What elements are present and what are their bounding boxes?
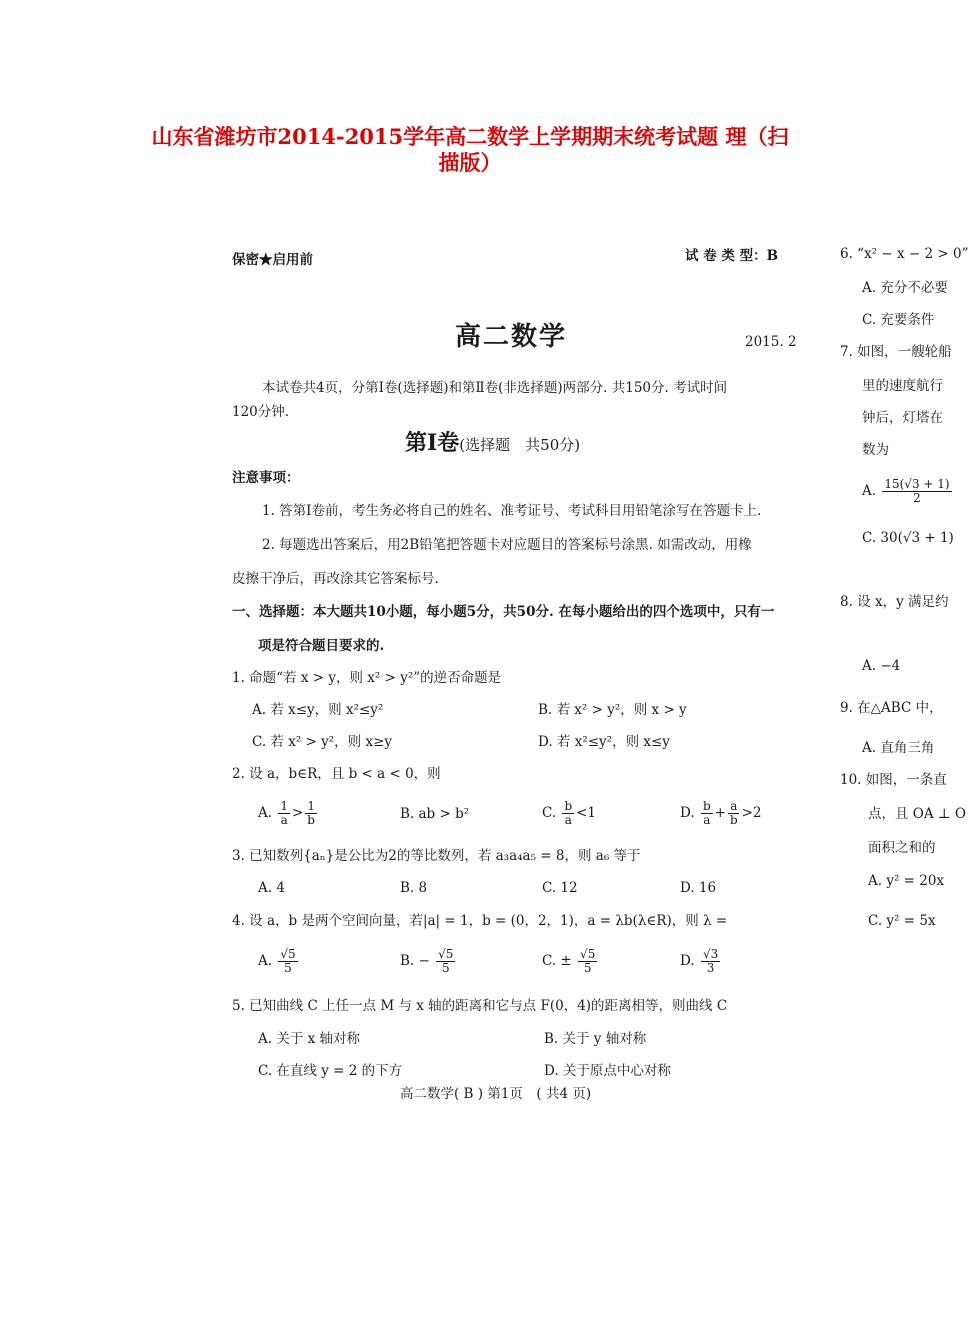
q9-option-a: A. 直角三角 [862,740,935,756]
paper-type-label: 试 卷 类 型：B [685,248,779,264]
q7-a-num: 15(√3 + 1) [884,477,950,491]
q4-b-den: 5 [441,961,450,975]
q2-d-fraction2 [728,800,740,827]
q5-option-a: A. 关于 x 轴对称 [258,1031,361,1047]
q6-option-c: C. 充要条件 [862,312,935,328]
q4-a-fraction [278,948,297,975]
q7-line1: 7. 如图，一艘轮船 [840,344,952,360]
q5-option-b: B. 关于 y 轴对称 [544,1031,647,1047]
document-title-line2: 描版） [438,150,502,175]
q2-d-fraction1 [701,800,713,827]
q2-a-fraction2 [305,800,317,827]
section1-title: 第Ⅰ卷 [405,430,460,456]
q7-a-fraction [882,478,951,505]
section1-subtitle: (选择题 共50分) [459,436,581,454]
q4-b-label: B. − [400,953,430,969]
notes-heading: 注意事项： [232,470,300,486]
q5-stem: 5. 已知曲线 C 上任一点 M 与 x 轴的距离和它与点 F(0，4)的距离相等，则曲线 C [232,998,728,1014]
q7-a-label: A. [862,483,877,499]
q7-option-c: C. 30(√3 + 1) [862,530,954,546]
q6-option-a: A. 充分不必要 [862,280,948,296]
q9-stem: 9. 在△ABC 中， [840,700,943,716]
q4-d-num: √3 [702,947,719,961]
q7-line2: 里的速度航行 [862,378,943,394]
q2-d-num1: b [702,799,711,813]
section1-heading [405,430,580,459]
q2-a-op: > [291,805,304,821]
q6-stem: 6. “x² − x − 2 > 0” [840,246,968,262]
q1-option-b: B. 若 x² > y²，则 x > y [538,702,687,718]
q4-option-a [258,948,300,975]
q10-option-a: A. y² = 20x [868,873,945,889]
q2-option-b: B. ab > b² [400,806,470,822]
q4-a-label: A. [258,953,273,969]
q4-c-label: C. ± [542,953,572,969]
q4-d-label: D. [680,953,695,969]
q4-a-num: √5 [280,947,296,961]
q3-option-a: A. 4 [258,880,285,896]
q3-stem: 3. 已知数列{aₙ}是公比为2的等比数列，若 a₃a₄a₅ = 8，则 a₆ 等于 [232,848,641,864]
q4-c-num: √5 [580,947,596,961]
q2-c-label: C. [542,805,557,821]
part1-instructions-line2: 项是符合题目要求的. [258,638,385,654]
q2-a-num1: 1 [280,799,288,813]
q2-a-fraction1 [278,800,290,827]
q2-d-rest: >2 [741,805,762,821]
q2-d-op: + [714,805,726,821]
intro-line2: 120分钟. [232,404,290,420]
document-title-line1: 山东省潍坊市2014-2015学年高二数学上学期期末统考试题 理（扫 [151,124,789,149]
q2-option-a [258,800,319,827]
scanned-exam-page [0,240,968,1120]
q2-a-den1: a [280,813,288,827]
q2-c-num: b [564,799,573,813]
q10-option-c: C. y² = 5x [868,913,936,929]
right-column [838,240,968,1120]
q4-option-b [400,948,457,975]
q5-option-c: C. 在直线 y = 2 的下方 [258,1063,403,1079]
exam-title: 高二数学 [455,322,568,352]
notes-item2-line1: 2. 每题选出答案后，用2B铅笔把答题卡对应题目的答案标号涂黑. 如需改动，用橡 [262,537,752,553]
q2-a-label: A. [258,805,273,821]
secret-label: 保密★启用前 [232,252,313,268]
q2-d-label: D. [680,805,695,821]
q2-d-den2: b [729,813,738,827]
q1-option-a: A. 若 x≤y，则 x²≤y² [252,702,384,718]
q2-c-rest: <1 [576,805,597,821]
q10-line2: 点，且 OA ⊥ O [868,806,966,822]
q4-d-fraction [701,948,720,975]
q2-c-fraction [562,800,574,827]
q5-option-d: D. 关于原点中心对称 [544,1063,671,1079]
q7-a-den: 2 [913,491,921,505]
q2-d-num2: a [730,799,738,813]
q4-option-c [542,948,599,975]
q4-a-den: 5 [284,961,292,975]
q8-option-a: A. −4 [862,658,901,674]
q7-line4: 数为 [862,442,889,458]
q7-option-a [862,478,954,505]
q7-line3: 钟后，灯塔在 [862,410,943,426]
notes-item1: 1. 答第Ⅰ卷前，考生务必将自己的姓名、准考证号、考试科目用铅笔涂写在答题卡上. [262,503,762,519]
q2-a-num2: 1 [307,799,315,813]
notes-item2-line2: 皮擦干净后，再改涂其它答案标号. [232,571,439,587]
q4-d-den: 3 [706,961,715,975]
part1-instructions-line1: 一、选择题：本大题共10小题，每小题5分，共50分. 在每小题给出的四个选项中，只有一 [232,604,775,620]
q3-option-b: B. 8 [400,880,428,896]
q8-stem: 8. 设 x，y 满足约 [840,594,949,610]
exam-date: 2015. 2 [745,334,797,350]
q2-c-den: a [564,813,572,827]
q2-stem: 2. 设 a，b∈R，且 b < a < 0，则 [232,766,441,782]
q2-option-d [680,800,762,827]
page-footer: 高二数学( B ) 第1页 ( 共4 页) [400,1086,592,1102]
q2-d-den1: a [703,813,711,827]
q2-a-den2: b [307,813,315,827]
q1-stem: 1. 命题“若 x > y，则 x² > y²”的逆否命题是 [232,670,502,686]
q3-option-d: D. 16 [680,880,717,896]
q1-option-d: D. 若 x²≤y²，则 x≤y [538,734,670,750]
q4-c-fraction [578,948,597,975]
intro-line1: 本试卷共4页，分第Ⅰ卷(选择题)和第Ⅱ卷(非选择题)两部分. 共150分. 考试时间 [262,380,728,396]
q4-c-den: 5 [583,961,592,975]
q1-option-c: C. 若 x² > y²，则 x≥y [252,734,393,750]
q4-stem: 4. 设 a，b 是两个空间向量，若|a| = 1，b = (0，2，1)，a = λb(λ∈R)，则 λ = [232,913,728,929]
q4-b-fraction [436,948,455,975]
q2-option-c [542,800,596,827]
q10-line1: 10. 如图，一条直 [840,772,947,788]
q10-line3: 面积之和的 [868,840,936,856]
q3-option-c: C. 12 [542,880,578,896]
document-title [110,124,830,176]
q4-b-num: √5 [438,947,454,961]
q4-option-d [680,948,722,975]
